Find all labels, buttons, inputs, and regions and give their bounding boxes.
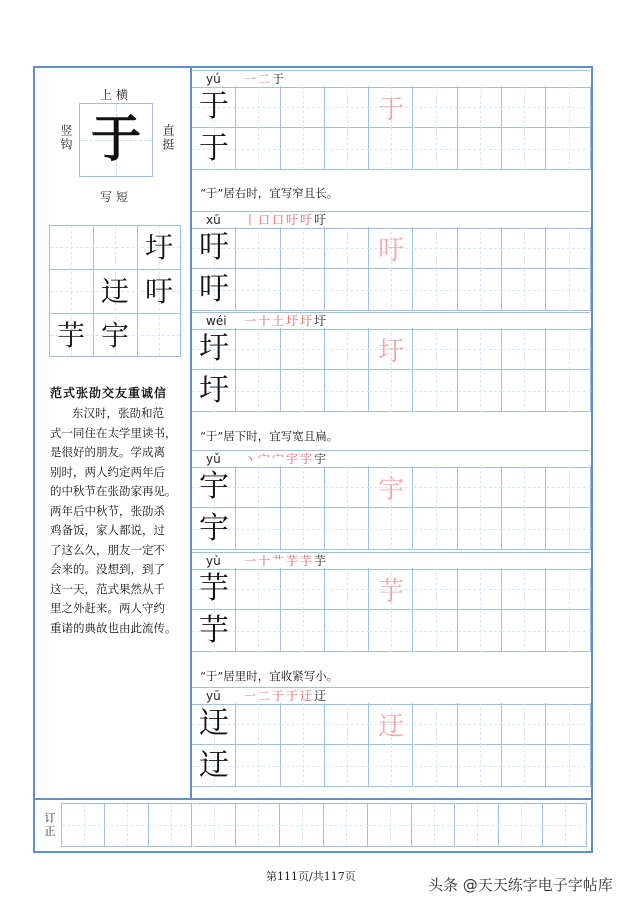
practice-cell[interactable] xyxy=(414,745,458,787)
story-line: 鸡备饭，家人都说，过 xyxy=(50,523,165,537)
stroke-step: 十 xyxy=(258,314,273,328)
practice-cell[interactable] xyxy=(281,610,325,652)
pinyin-label: xū xyxy=(206,213,221,227)
practice-cell[interactable] xyxy=(502,610,546,652)
practice-cell[interactable] xyxy=(325,227,369,269)
practice-cell[interactable] xyxy=(325,370,369,412)
correction-cell[interactable] xyxy=(280,803,324,847)
practice-cell[interactable] xyxy=(414,466,458,508)
tip-left: 竖钩 xyxy=(59,124,73,152)
structure-grid xyxy=(49,225,181,357)
correction-cell[interactable] xyxy=(61,803,105,847)
structure-char-wei: 圩 xyxy=(144,231,173,264)
practice-cell[interactable] xyxy=(325,328,369,370)
model-char: 芋 xyxy=(199,613,229,648)
practice-cell[interactable] xyxy=(281,703,325,745)
practice-cell[interactable] xyxy=(502,703,546,745)
story-title: 范式张劭交友重诚信 xyxy=(50,386,168,400)
practice-cell[interactable] xyxy=(325,745,369,787)
practice-cell[interactable] xyxy=(546,227,590,269)
correction-cell[interactable] xyxy=(193,803,237,847)
practice-cell[interactable] xyxy=(281,86,325,128)
correction-cell[interactable] xyxy=(105,803,149,847)
correction-cell[interactable] xyxy=(368,803,412,847)
model-char: 迂 xyxy=(199,748,229,783)
correction-cell[interactable] xyxy=(149,803,193,847)
tip-bottom: 写短 xyxy=(100,190,133,204)
practice-cell[interactable] xyxy=(236,466,280,508)
practice-cell[interactable] xyxy=(236,86,280,128)
practice-cell[interactable] xyxy=(325,86,369,128)
stroke-order xyxy=(244,213,328,227)
practice-cell[interactable] xyxy=(502,370,546,412)
stroke-step: 十 xyxy=(258,554,273,568)
stroke-step: 一 xyxy=(244,554,259,568)
stroke-step: 艹 xyxy=(272,554,287,568)
story-line: 东汉时，张劭和范 xyxy=(72,406,164,420)
practice-cell[interactable] xyxy=(502,745,546,787)
stroke-order xyxy=(244,689,328,703)
practice-cell[interactable] xyxy=(325,568,369,610)
practice-cell[interactable] xyxy=(502,328,546,370)
practice-cell[interactable] xyxy=(369,370,413,412)
practice-cell[interactable] xyxy=(546,269,590,311)
trace-char: 吁 xyxy=(378,236,405,266)
stroke-step: 一 xyxy=(244,689,259,703)
stroke-step: 于 xyxy=(286,689,301,703)
practice-cell[interactable] xyxy=(236,227,280,269)
practice-cell[interactable] xyxy=(546,703,590,745)
practice-cell[interactable] xyxy=(325,508,369,550)
practice-cell[interactable] xyxy=(414,227,458,269)
practice-cell[interactable] xyxy=(458,745,502,787)
correction-label: 订正 xyxy=(43,812,56,838)
practice-cell[interactable] xyxy=(325,128,369,170)
stroke-step: 丶 xyxy=(244,452,259,466)
practice-cell[interactable] xyxy=(546,370,590,412)
story-line: 式一同住在太学里读书， xyxy=(50,425,177,440)
stroke-step: 宀 xyxy=(258,452,273,466)
story-body xyxy=(50,404,185,638)
stroke-order xyxy=(244,452,328,466)
reference-box xyxy=(79,103,153,177)
practice-cell[interactable] xyxy=(546,466,590,508)
practice-cell[interactable] xyxy=(281,328,325,370)
stroke-step: 芋 xyxy=(300,554,315,568)
stroke-order xyxy=(244,314,328,328)
practice-cell[interactable] xyxy=(325,610,369,652)
practice-cell[interactable] xyxy=(458,370,502,412)
pinyin-label: yū xyxy=(206,689,221,703)
practice-cell[interactable] xyxy=(502,269,546,311)
practice-cell[interactable] xyxy=(281,568,325,610)
practice-cell[interactable] xyxy=(546,508,590,550)
note-inside: “于”居里时，宜收紧写小。 xyxy=(200,669,339,683)
practice-cell[interactable] xyxy=(546,568,590,610)
practice-cell[interactable] xyxy=(414,508,458,550)
story-line: 这一天，范式果然从千 xyxy=(50,581,165,596)
stroke-step: 宇 xyxy=(300,452,315,466)
story-line: 别时，两人约定两年后 xyxy=(50,464,165,479)
practice-cell[interactable] xyxy=(502,128,546,170)
pinyin-label: wéi xyxy=(206,314,227,328)
practice-cell[interactable] xyxy=(502,227,546,269)
model-char: 圩 xyxy=(199,373,229,408)
practice-cell[interactable] xyxy=(414,328,458,370)
story-line: 了这么久，朋友一定不 xyxy=(50,542,165,557)
practice-cell[interactable] xyxy=(236,568,280,610)
practice-cell[interactable] xyxy=(414,269,458,311)
correction-cell[interactable] xyxy=(412,803,456,847)
practice-cell[interactable] xyxy=(281,269,325,311)
watermark: 头条 @天天练字电子字帖库 xyxy=(428,876,613,894)
practice-cell[interactable] xyxy=(458,508,502,550)
practice-cell[interactable] xyxy=(325,466,369,508)
practice-cell[interactable] xyxy=(546,128,590,170)
stroke-step: 二 xyxy=(258,689,273,703)
stroke-step: 口 xyxy=(258,213,273,227)
stroke-step: 吁 xyxy=(286,213,301,227)
model-char: 迂 xyxy=(199,706,229,741)
story-line: 重诺的典故也由此流传。 xyxy=(50,620,177,635)
practice-cell[interactable] xyxy=(236,128,280,170)
note-bottom: “于”居下时，宜写宽且扁。 xyxy=(200,429,339,443)
model-char: 宇 xyxy=(199,511,229,546)
stroke-step: 宇 xyxy=(286,452,301,466)
practice-cell[interactable] xyxy=(281,466,325,508)
practice-cell[interactable] xyxy=(546,86,590,128)
tip-top: 上横 xyxy=(100,88,133,102)
stroke-step: 圩 xyxy=(300,314,315,328)
practice-cell[interactable] xyxy=(458,128,502,170)
stroke-step: 二 xyxy=(258,72,273,86)
practice-cell[interactable] xyxy=(458,86,502,128)
stroke-step: 宀 xyxy=(272,452,287,466)
practice-cell[interactable] xyxy=(502,508,546,550)
practice-cell[interactable] xyxy=(236,745,280,787)
practice-cell[interactable] xyxy=(502,466,546,508)
stroke-order xyxy=(244,554,328,568)
stroke-step: 一 xyxy=(244,314,259,328)
practice-cell[interactable] xyxy=(414,703,458,745)
stroke-step: 口 xyxy=(272,213,287,227)
practice-cell[interactable] xyxy=(369,508,413,550)
practice-cell[interactable] xyxy=(281,128,325,170)
pinyin-label: yú xyxy=(206,72,221,86)
correction-cell[interactable] xyxy=(236,803,280,847)
practice-cell[interactable] xyxy=(236,370,280,412)
practice-cell[interactable] xyxy=(236,508,280,550)
correction-cell[interactable] xyxy=(324,803,368,847)
practice-cell[interactable] xyxy=(458,227,502,269)
trace-char: 圩 xyxy=(378,337,405,367)
trace-char: 迂 xyxy=(378,712,405,742)
correction-cell[interactable] xyxy=(456,803,500,847)
practice-cell[interactable] xyxy=(281,508,325,550)
stroke-step: 圩 xyxy=(286,314,301,328)
practice-cell[interactable] xyxy=(546,745,590,787)
note-right: “于”居右时，宜写窄且长。 xyxy=(200,186,339,200)
pinyin-label: yù xyxy=(206,554,221,568)
practice-cell[interactable] xyxy=(281,370,325,412)
stroke-order xyxy=(244,72,286,86)
model-char: 宇 xyxy=(199,469,229,504)
practice-cell[interactable] xyxy=(369,269,413,311)
stroke-step: 吁 xyxy=(314,213,329,227)
practice-cell[interactable] xyxy=(369,128,413,170)
structure-char-yu-space: 宇 xyxy=(100,319,129,352)
model-char: 于 xyxy=(199,89,229,124)
story-line: 会来的。没想到，到了 xyxy=(50,562,165,576)
trace-char: 于 xyxy=(378,95,405,125)
practice-cell[interactable] xyxy=(414,568,458,610)
practice-cell[interactable] xyxy=(546,610,590,652)
stroke-step: 丨 xyxy=(244,213,259,227)
trace-char: 芋 xyxy=(378,577,405,607)
practice-cell[interactable] xyxy=(369,610,413,652)
story-line: 两年后中秋节，张劭杀 xyxy=(50,503,165,518)
pinyin-label: yǔ xyxy=(206,452,221,466)
stroke-step: 芋 xyxy=(314,554,329,568)
practice-cell[interactable] xyxy=(281,227,325,269)
practice-cell[interactable] xyxy=(325,269,369,311)
practice-cell[interactable] xyxy=(281,745,325,787)
stroke-step: 于 xyxy=(272,72,287,86)
practice-cell[interactable] xyxy=(325,703,369,745)
stroke-step: 于 xyxy=(272,689,287,703)
stroke-step: 迂 xyxy=(300,689,315,703)
stroke-step: 迂 xyxy=(314,689,329,703)
practice-cell[interactable] xyxy=(236,269,280,311)
model-char: 吁 xyxy=(199,230,229,265)
practice-cell[interactable] xyxy=(236,703,280,745)
stroke-step: 芋 xyxy=(286,554,301,568)
stroke-step: 土 xyxy=(272,314,287,328)
practice-cell[interactable] xyxy=(458,269,502,311)
practice-cell[interactable] xyxy=(546,328,590,370)
structure-char-xu: 吁 xyxy=(144,275,173,308)
practice-cell[interactable] xyxy=(414,86,458,128)
practice-cell[interactable] xyxy=(458,568,502,610)
story-line: 是很好的朋友。学成离 xyxy=(50,445,165,459)
correction-row xyxy=(35,798,591,853)
stroke-step: 吁 xyxy=(300,213,315,227)
trace-char: 宇 xyxy=(378,475,405,505)
structure-char-yu-yu: 迂 xyxy=(100,275,129,308)
practice-cell[interactable] xyxy=(458,703,502,745)
practice-cell[interactable] xyxy=(458,610,502,652)
practice-cell[interactable] xyxy=(414,128,458,170)
structure-char-yu-taro: 芋 xyxy=(56,319,85,352)
practice-cell[interactable] xyxy=(458,466,502,508)
page-number: 第111页/共117页 xyxy=(266,870,356,883)
model-char: 吁 xyxy=(199,272,229,307)
practice-cell[interactable] xyxy=(236,610,280,652)
stroke-step: 一 xyxy=(244,72,259,86)
tip-right: 直挺 xyxy=(161,124,175,152)
model-char: 芋 xyxy=(199,571,229,606)
stroke-step: 圩 xyxy=(314,314,329,328)
practice-cell[interactable] xyxy=(458,328,502,370)
practice-cell[interactable] xyxy=(414,610,458,652)
model-char: 圩 xyxy=(199,331,229,366)
practice-cell[interactable] xyxy=(369,745,413,787)
model-char: 于 xyxy=(199,131,229,166)
story-line: 里之外赶来。两人守约 xyxy=(50,601,165,615)
story-line: 的中秋节在张劭家再见。 xyxy=(50,484,177,498)
stroke-step: 宇 xyxy=(314,452,329,466)
practice-cell[interactable] xyxy=(502,86,546,128)
reference-char: 于 xyxy=(91,109,141,168)
practice-cell[interactable] xyxy=(414,370,458,412)
correction-cell[interactable] xyxy=(499,803,543,847)
correction-cell[interactable] xyxy=(543,803,587,847)
practice-cell[interactable] xyxy=(236,328,280,370)
practice-cell[interactable] xyxy=(502,568,546,610)
